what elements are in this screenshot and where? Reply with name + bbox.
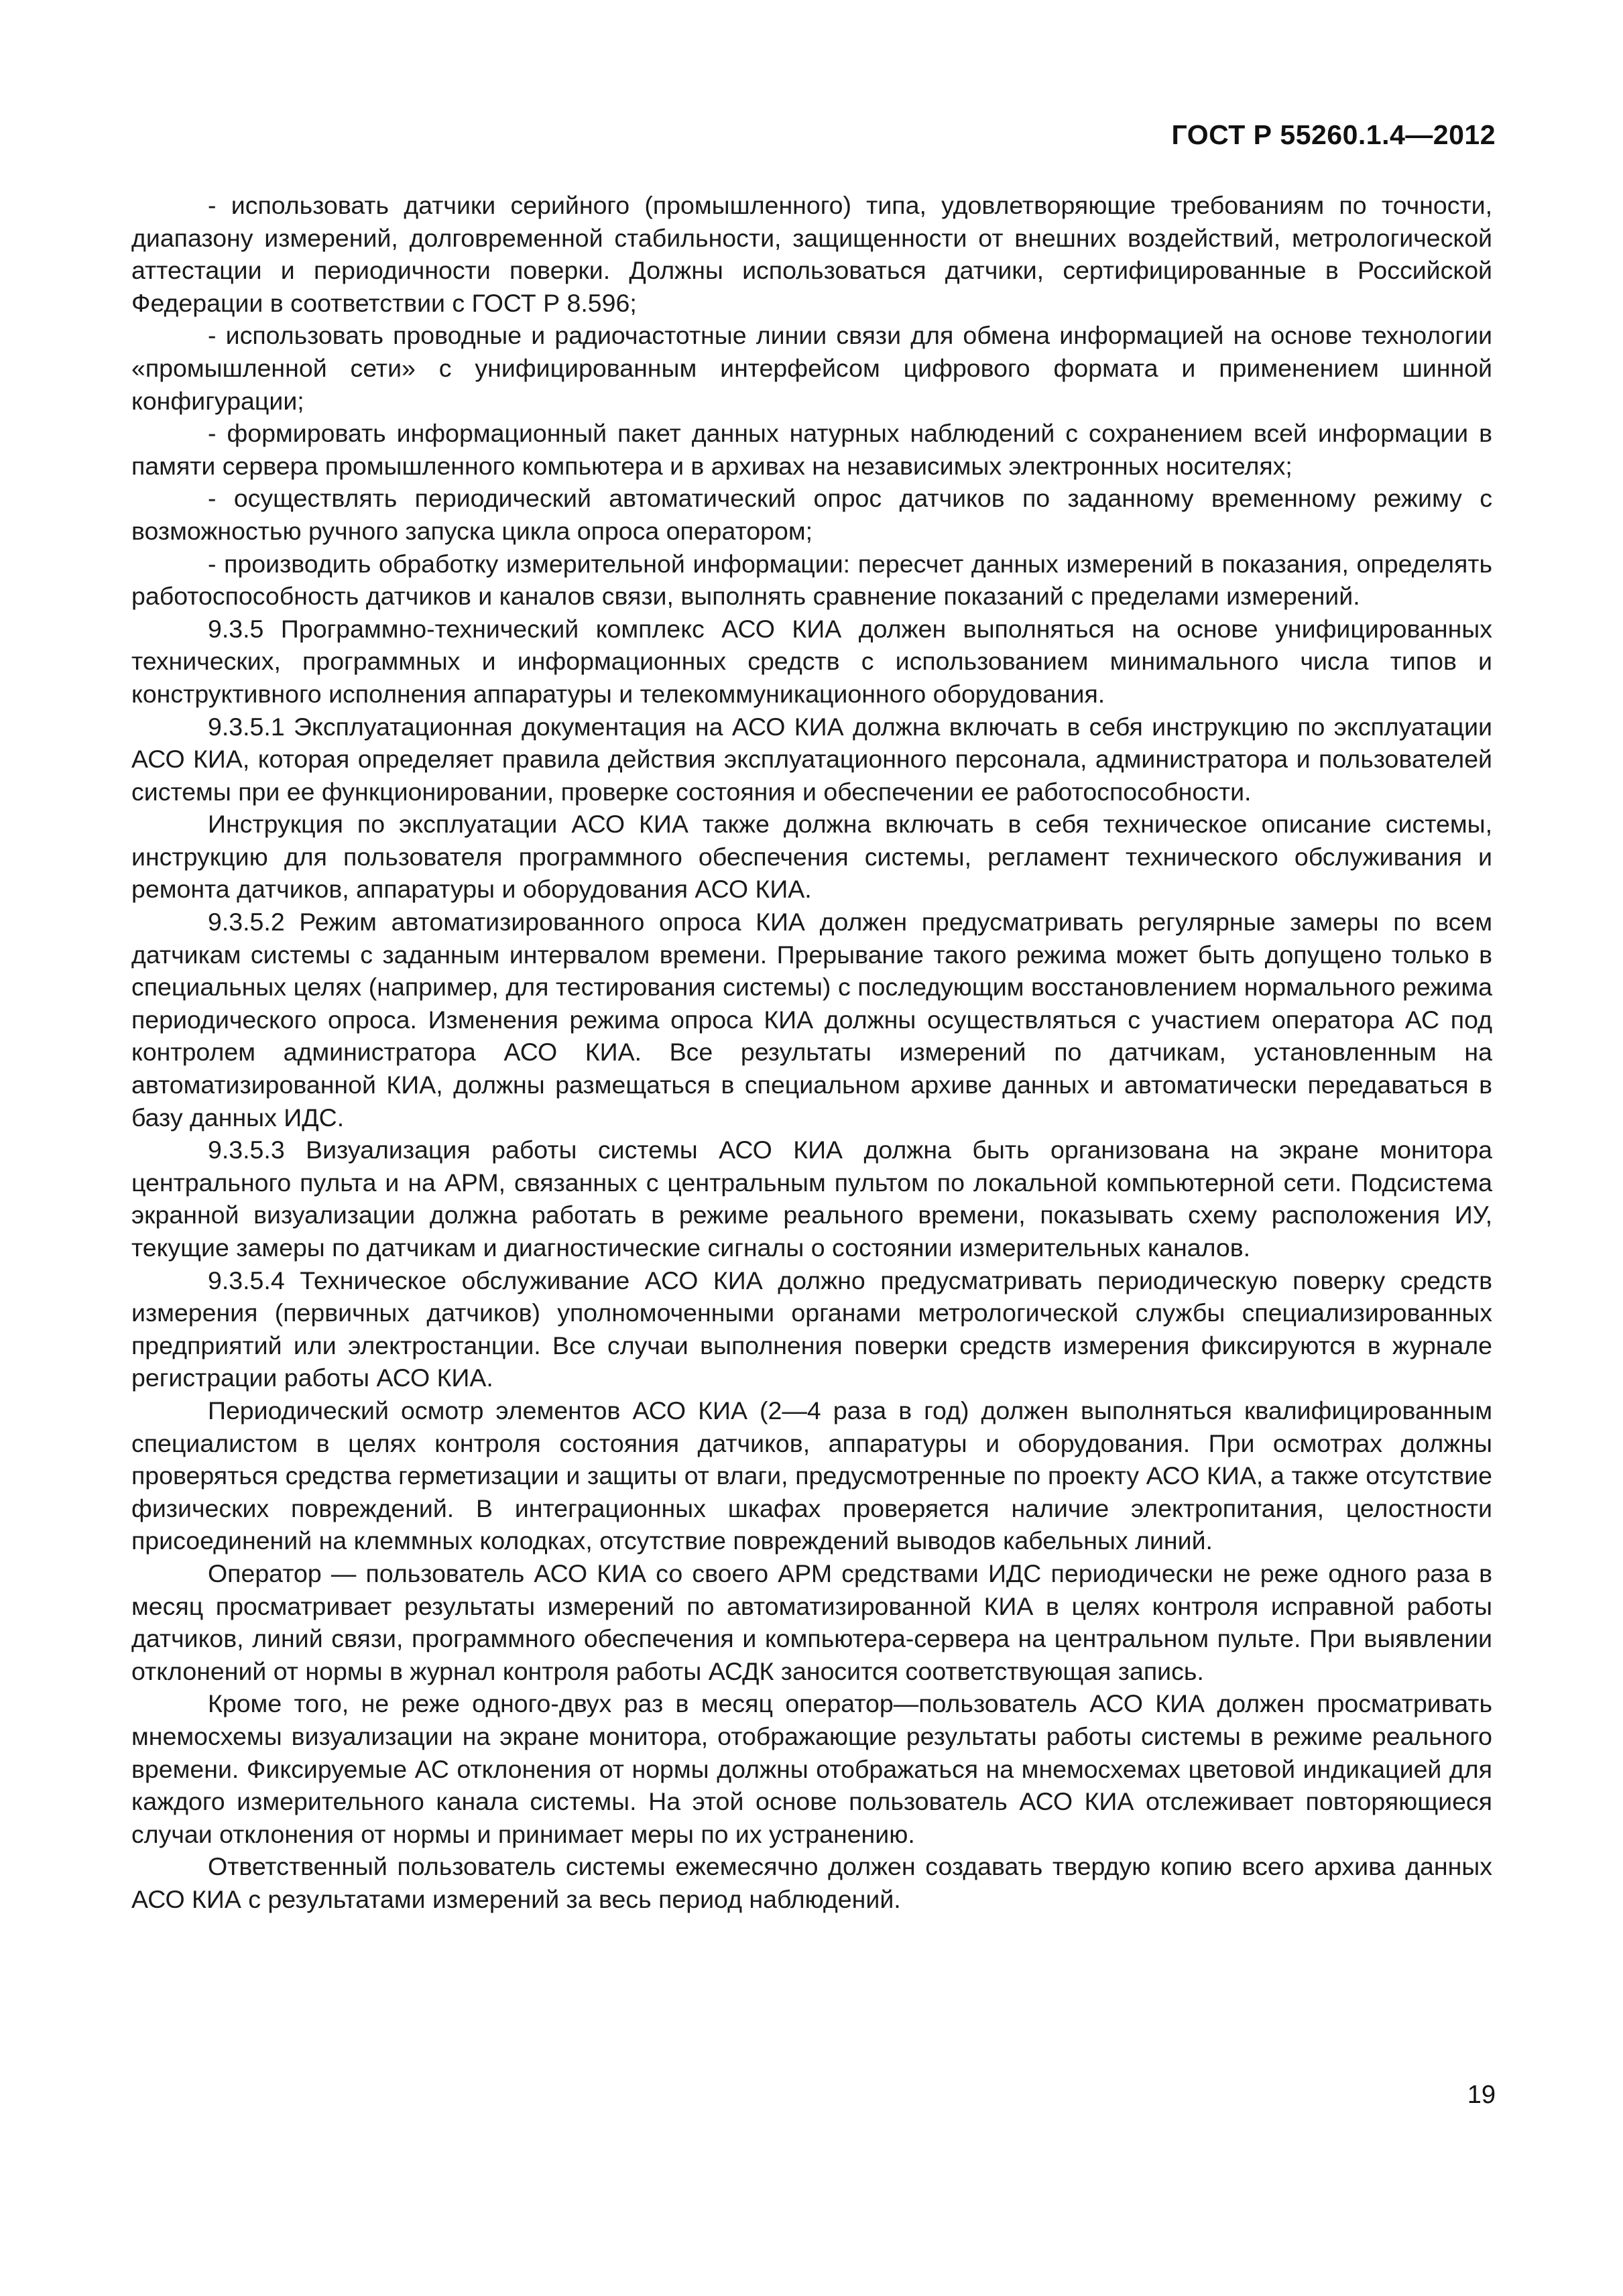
document-code-header: ГОСТ Р 55260.1.4—2012 [1171,119,1496,150]
paragraph-9-3-5-3: 9.3.5.3 Визуализация работы системы АСО КИА должна быть организована на экране монитора центрального пульта и на АРМ, связанных с центральным пультом по локальной компьютерной сети. Подсистема экранной визуализации должна работать в режиме реального времени, показывать схему расположения ИУ, текущие замеры по датчикам и диагностические сигналы о состоянии измерительных каналов. [131,1136,1492,1262]
paragraph-archive-copy: Ответственный пользователь системы ежемесячно должен создавать твердую копию всего архива данных АСО КИА с результатами измерений за весь период наблюдений. [131,1852,1492,1913]
paragraph-9-3-5-1: 9.3.5.1 Эксплуатационная документация на АСО КИА должна включать в себя инструкцию по эксплуатации АСО КИА, которая определяет правила действия эксплуатационного персонала, администратора и пользователей системы при ее функционировании, проверке состояния и обеспечении ее работоспособности. [131,712,1492,806]
paragraph-operation-instructions: Инструкция по эксплуатации АСО КИА также должна включать в себя техническое описание системы, инструкцию для пользователя программного обеспечения системы, регламент технического обслуживания и ремонта датчиков, аппаратуры и оборудования АСО КИА. [131,810,1492,904]
paragraph-operator-review: Оператор — пользователь АСО КИА со своего АРМ средствами ИДС периодически не реже одного раза в месяц просматривает результаты измерений по автоматизированной КИА в целях контроля исправной работы датчиков, линий связи, программного обеспечения и компьютера-сервера на центральном пульте. При выявлении отклонений от нормы в журнал контроля работы АСДК заносится соответствующая запись. [131,1559,1492,1685]
page-number: 19 [1467,2081,1496,2109]
paragraph-bullet-communication-lines: - использовать проводные и радиочастотные линии связи для обмена информацией на основе технологии «промышленной сети» с унифицированным интерфейсом цифрового формата и применением шинной конфигурации; [131,321,1492,415]
paragraph-9-3-5: 9.3.5 Программно-технический комплекс АСО КИА должен выполняться на основе унифицированных технических, программных и информационных средств с использованием минимального числа типов и конструктивного исполнения аппаратуры и телекоммуникационного оборудования. [131,614,1492,708]
paragraph-mnemonic-diagrams: Кроме того, не реже одного-двух раз в месяц оператор—пользователь АСО КИА должен просматривать мнемосхемы визуализации на экране монитора, отображающие результаты работы системы в режиме реального времени. Фиксируемые АС отклонения от нормы должны отображаться на мнемосхемах цветовой индикацией для каждого измерительного канала системы. На этой основе пользователь АСО КИА отслеживает повторяющиеся случаи отклонения от нормы и принимает меры по их устранению. [131,1689,1492,1848]
paragraph-bullet-periodic-polling: - осуществлять периодический автоматический опрос датчиков по заданному временному режиму с возможностью ручного запуска цикла опроса оператором; [131,484,1492,545]
paragraph-periodic-inspection: Периодический осмотр элементов АСО КИА (2—4 раза в год) должен выполняться квалифицированным специалистом в целях контроля состояния датчиков, аппаратуры и оборудования. При осмотрах должны проверяться средства герметизации и защиты от влаги, предусмотренные по проекту АСО КИА, а также отсутствие физических повреждений. В интеграционных шкафах проверяется наличие электропитания, целостности присоединений на клеммных колодках, отсутствие повреждений выводов кабельных линий. [131,1396,1492,1555]
document-body [131,189,1492,1915]
paragraph-bullet-data-package: - формировать информационный пакет данных натурных наблюдений с сохранением всей информации в памяти сервера промышленного компьютера и в архивах на независимых электронных носителях; [131,419,1492,480]
paragraph-bullet-sensors: - использовать датчики серийного (промышленного) типа, удовлетворяющие требованиям по точности, диапазону измерений, долговременной стабильности, защищенности от внешних воздействий, метрологической аттестации и периодичности поверки. Должны использоваться датчики, сертифицированные в Российской Федерации в соответствии с ГОСТ Р 8.596; [131,191,1492,317]
paragraph-9-3-5-2: 9.3.5.2 Режим автоматизированного опроса КИА должен предусматривать регулярные замеры по всем датчикам системы с заданным интервалом времени. Прерывание такого режима может быть допущено только в специальных целях (например, для тестирования системы) с последующим восстановлением нормального режима периодического опроса. Изменения режима опроса КИА должны осуществляться с участием оператора АС под контролем администратора АСО КИА. Все результаты измерений по датчикам, установленным на автоматизированной КИА, должны размещаться в специальном архиве данных и автоматически передаваться в базу данных ИДС. [131,908,1492,1132]
paragraph-9-3-5-4: 9.3.5.4 Техническое обслуживание АСО КИА должно предусматривать периодическую поверку средств измерения (первичных датчиков) уполномоченными органами метрологической службы специализированных предприятий или электростанции. Все случаи выполнения поверки средств измерения фиксируются в журнале регистрации работы АСО КИА. [131,1266,1492,1392]
paragraph-bullet-data-processing: - производить обработку измерительной информации: пересчет данных измерений в показания, определять работоспособность датчиков и каналов связи, выполнять сравнение показаний с пределами измерений. [131,549,1492,611]
